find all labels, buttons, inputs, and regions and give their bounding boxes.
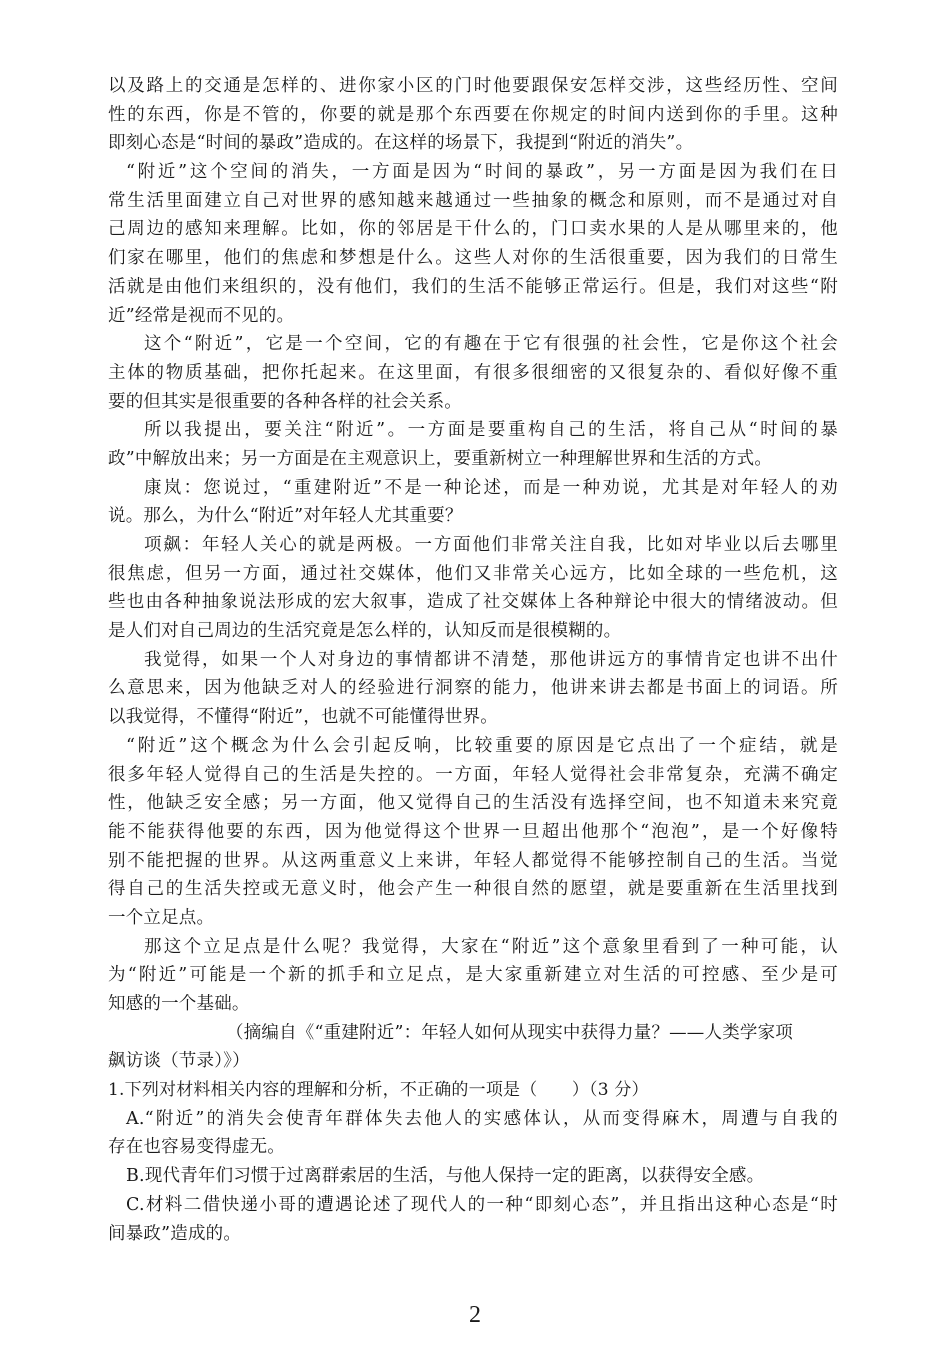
text-line: “附近”这个概念为什么会引起反响，比较重要的原因是它点出了一个症结，就是 (126, 735, 838, 756)
text-line: B.现代青年们习惯于过离群索居的生活，与他人保持一定的距离，以获得安全感。 (126, 1166, 765, 1187)
paragraph-7 (108, 646, 838, 732)
text-line: 这个“附近”，它是一个空间，它的有趣在于它有很强的社会性，它是你这个社会 (144, 334, 838, 355)
question-1 (108, 1076, 838, 1248)
text-line: 一个立足点。 (108, 907, 215, 928)
text-line: 能不能获得他要的东西，因为他觉得这个世界一旦超出他那个“泡泡”，是一个好像特 (108, 821, 838, 842)
paragraph-3 (108, 330, 838, 416)
paragraph-6 (108, 531, 838, 646)
text-line: 近”经常是视而不见的。 (108, 305, 295, 326)
text-line: 很焦虑，但另一方面，通过社交媒体，他们又非常关心远方，比如全球的一些危机，这 (108, 563, 838, 584)
text-line: 说。那么，为什么“附近”对年轻人尤其重要？ (108, 506, 463, 527)
option-a (108, 1105, 838, 1162)
text-line: 即刻心态是“时间的暴政”造成的。在这样的场景下，我提到“附近的消失”。 (108, 133, 694, 154)
paragraph-4 (108, 416, 838, 473)
text-line: 以我觉得，不懂得“附近”，也就不可能懂得世界。 (108, 707, 498, 728)
text-line: 们家在哪里，他们的焦虑和梦想是什么。这些人对你的生活很重要，因为我们的日常生 (108, 248, 838, 269)
text-line: 活就是由他们来组织的，没有他们，我们的生活不能够正常运行。但是，我们对这些“附 (108, 276, 838, 297)
text-line: 得自己的生活失控或无意义时，他会产生一种很自然的愿望，就是要重新在生活里找到 (108, 879, 838, 900)
text-line: 很多年轻人觉得自己的生活是失控的。一方面，年轻人觉得社会非常复杂，充满不确定 (108, 764, 838, 785)
text-line: 那这个立足点是什么呢？我觉得，大家在“附近”这个意象里看到了一种可能，认 (144, 936, 838, 957)
option-c (108, 1191, 838, 1248)
text-line: 为“附近”可能是一个新的抓手和立足点，是大家重新建立对生活的可控感、至少是可 (108, 965, 838, 986)
text-line: 是人们对自己周边的生活究竟是怎么样的，认知反而是很模糊的。 (108, 621, 622, 642)
text-line: 间暴政”造成的。 (108, 1223, 242, 1244)
text-line: 项飙：年轻人关心的就是两极。一方面他们非常关注自我，比如对毕业以后去哪里 (144, 535, 838, 555)
text-line: C.材料二借快递小哥的遭遇论述了现代人的一种“即刻心态”，并且指出这种心态是“时 (126, 1194, 838, 1215)
text-line: 么意思来，因为他缺乏对人的经验进行洞察的能力，他讲来讲去都是书面上的词语。所 (108, 678, 838, 699)
text-line: 主体的物质基础，把你托起来。在这里面，有很多很细密的又很复杂的、看似好像不重 (108, 362, 838, 383)
text-line: A.“附近”的消失会使青年群体失去他人的实感体认，从而变得麻木，周遭与自我的 (126, 1108, 838, 1129)
text-line: 性，他缺乏安全感；另一方面，他又觉得自己的生活没有选择空间，也不知道未来究竟 (108, 793, 838, 814)
text-line: 政”中解放出来；另一方面是在主观意识上，要重新树立一种理解世界和生活的方式。 (108, 448, 773, 469)
text-line: “附近”这个空间的消失，一方面是因为“时间的暴政”，另一方面是因为我们在日 (126, 162, 838, 183)
paragraph-9 (108, 933, 838, 1019)
text-line: 己周边的感知来理解。比如，你的邻居是干什么的，门口卖水果的人是从哪里来的，他 (108, 219, 838, 240)
paragraph-5 (108, 474, 838, 531)
page-number: 2 (469, 1302, 481, 1328)
text-line: 性的东西，你是不管的，你要的就是那个东西要在你规定的时间内送到你的手里。这种 (108, 104, 838, 125)
paragraph-2 (108, 158, 838, 330)
text-line: 康岚：您说过，“重建附近”不是一种论述，而是一种劝说，尤其是对年轻人的劝 (144, 477, 838, 498)
text-line: 知感的一个基础。 (108, 994, 250, 1014)
text-line: 飙访谈（节录）》） (108, 1051, 250, 1072)
text-line: （摘编自《“重建附近”：年轻人如何从现实中获得力量？——人类学家项 (226, 1022, 793, 1043)
text-line: 常生活里面建立自己对世界的感知越来越通过一些抽象的概念和原则，而不是通过对自 (108, 190, 838, 211)
text-line: 以及路上的交通是怎样的、进你家小区的门时他要跟保安怎样交涉，这些经历性、空间 (108, 76, 838, 96)
source-citation (108, 1019, 838, 1076)
text-line: 些也由各种抽象说法形成的宏大叙事，造成了社交媒体上各种辩论中很大的情绪波动。但 (108, 592, 838, 613)
option-b (108, 1162, 838, 1191)
document-page (108, 72, 838, 1248)
text-line: 存在也容易变得虚无。 (108, 1137, 285, 1158)
paragraph-1 (108, 72, 838, 158)
text-line: 别不能把握的世界。从这两重意义上来讲，年轻人都觉得不能够控制自己的生活。当觉 (108, 850, 838, 871)
paragraph-8 (108, 732, 838, 933)
question-stem: 1.下列对材料相关内容的理解和分析，不正确的一项是（ ）（3 分） (108, 1080, 649, 1101)
text-line: 我觉得，如果一个人对身边的事情都讲不清楚，那他讲远方的事情肯定也讲不出什 (144, 649, 838, 670)
text-line: 所以我提出，要关注“附近”。一方面是要重构自己的生活，将自己从“时间的暴 (144, 420, 838, 441)
text-line: 要的但其实是很重要的各种各样的社会关系。 (108, 391, 462, 412)
